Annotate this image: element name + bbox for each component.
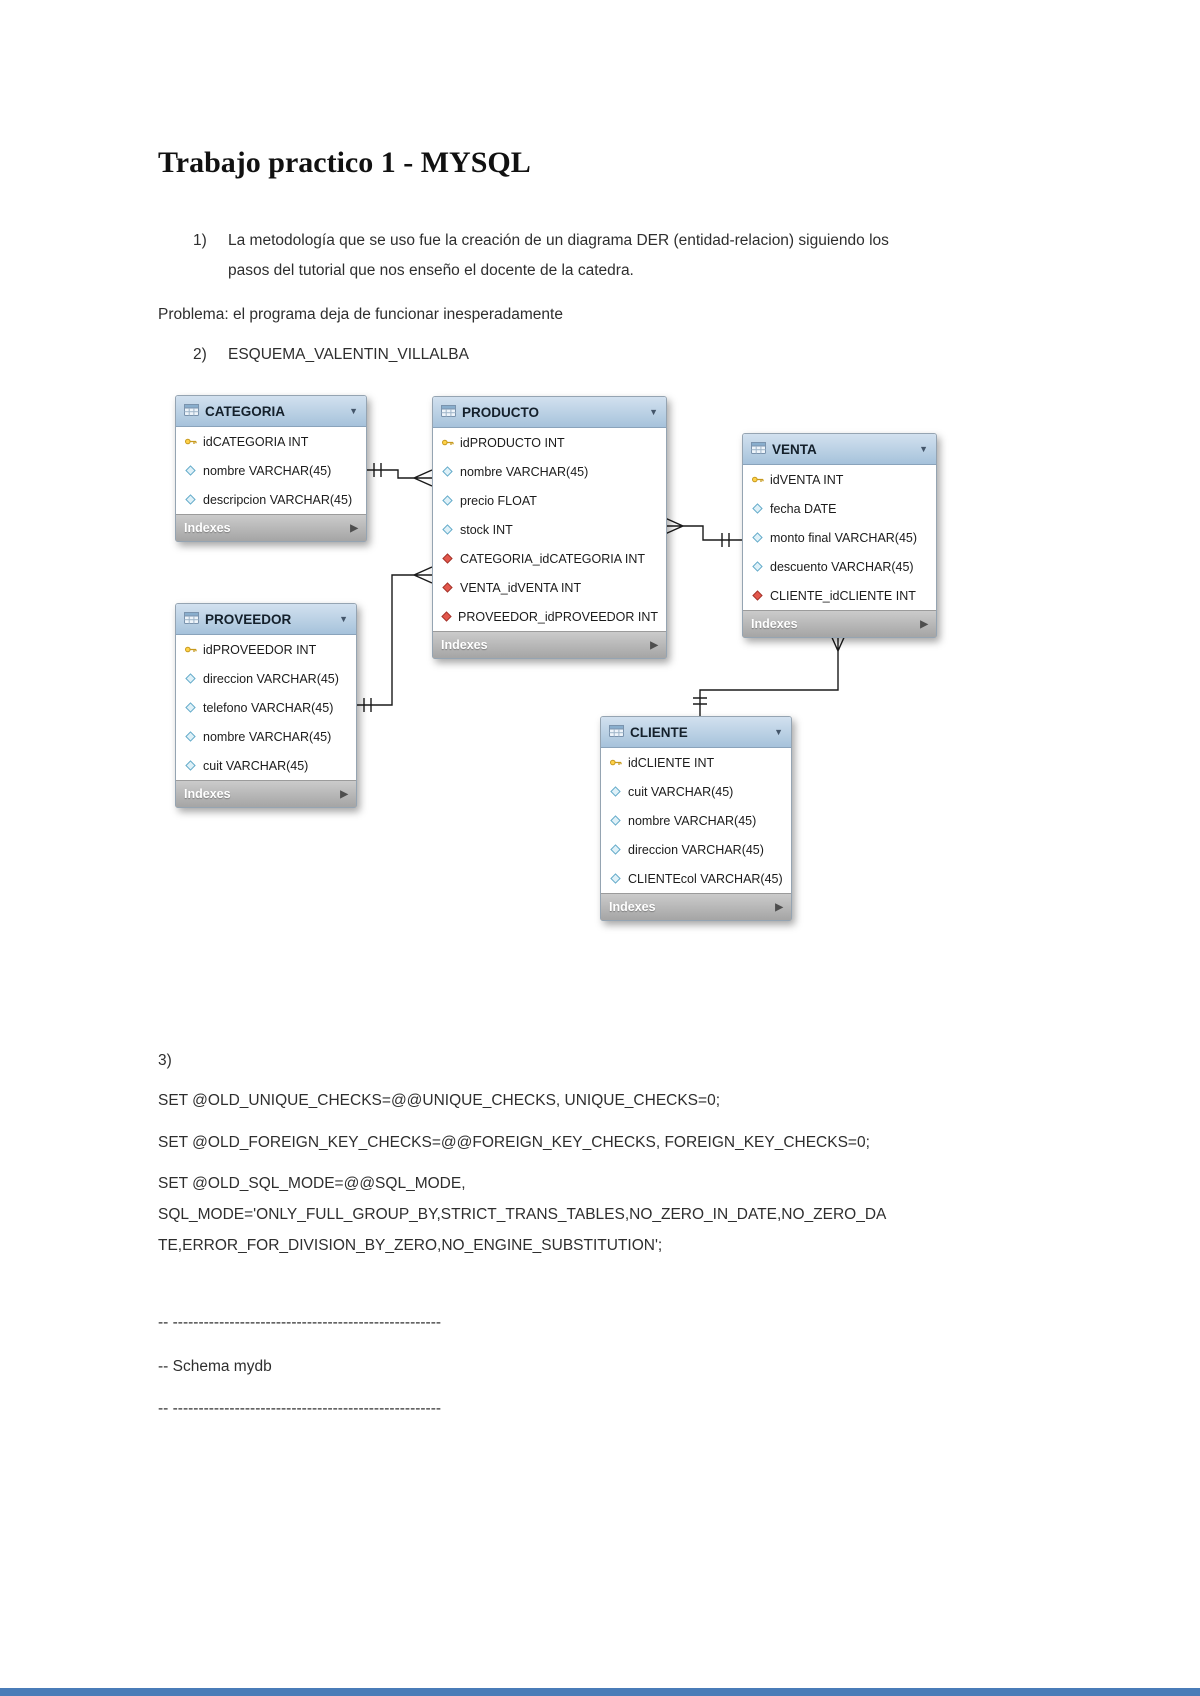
column-definition: nombre VARCHAR(45) <box>203 463 332 478</box>
foreign-key-icon <box>441 611 452 622</box>
entity-header-venta <box>743 434 936 465</box>
entity-table-producto <box>432 396 667 659</box>
indexes-bar <box>433 631 666 658</box>
column-definition: cuit VARCHAR(45) <box>628 784 734 799</box>
column-row <box>601 806 791 835</box>
primary-key-icon <box>184 435 197 448</box>
table-icon <box>609 725 624 740</box>
entity-header-producto <box>433 397 666 428</box>
problema-paragraph: Problema: el programa deja de funcionar inesperadamente <box>158 306 563 323</box>
indexes-label: Indexes <box>751 617 798 631</box>
indexes-bar <box>176 514 366 541</box>
relationship-categoria-producto <box>365 463 432 486</box>
list-item-2 <box>193 340 469 370</box>
entity-name: VENTA <box>772 441 817 457</box>
attribute-icon <box>751 503 764 514</box>
attribute-icon <box>609 844 622 855</box>
column-row <box>433 515 666 544</box>
column-row <box>433 602 666 631</box>
column-row <box>601 748 791 777</box>
primary-key-icon <box>441 436 454 449</box>
indexes-label: Indexes <box>184 787 231 801</box>
entity-table-categoria <box>175 395 367 542</box>
column-row <box>433 486 666 515</box>
entity-header-cliente <box>601 717 791 748</box>
table-icon <box>184 404 199 419</box>
collapse-triangle-icon: ▼ <box>339 614 348 624</box>
primary-key-icon <box>751 473 764 486</box>
expand-arrow-icon: ▶ <box>340 788 348 800</box>
column-definition: nombre VARCHAR(45) <box>460 464 589 479</box>
list-item-1 <box>193 226 933 286</box>
sql-comment-divider-2: -- ---------------------------------------------------- <box>158 1400 442 1417</box>
column-row <box>176 456 366 485</box>
column-definition: descripcion VARCHAR(45) <box>203 492 353 507</box>
sql-foreign-key-checks: SET @OLD_FOREIGN_KEY_CHECKS=@@FOREIGN_KEY_CHECKS, FOREIGN_KEY_CHECKS=0; <box>158 1134 870 1151</box>
attribute-icon <box>184 702 197 713</box>
sql-unique-checks: SET @OLD_UNIQUE_CHECKS=@@UNIQUE_CHECKS, UNIQUE_CHECKS=0; <box>158 1092 721 1109</box>
relationship-venta-producto <box>665 518 742 547</box>
entity-table-proveedor <box>175 603 357 808</box>
column-definition: precio FLOAT <box>460 493 537 508</box>
column-definition: telefono VARCHAR(45) <box>203 700 334 715</box>
column-definition: nombre VARCHAR(45) <box>203 729 332 744</box>
column-definition: cuit VARCHAR(45) <box>203 758 309 773</box>
column-definition: idCLIENTE INT <box>628 755 715 770</box>
table-icon <box>751 442 766 457</box>
column-row <box>176 693 356 722</box>
entity-name: PRODUCTO <box>462 404 540 420</box>
indexes-bar <box>601 893 791 920</box>
column-row <box>601 835 791 864</box>
column-definition: descuento VARCHAR(45) <box>770 559 914 574</box>
attribute-icon <box>184 760 197 771</box>
relationship-proveedor-producto <box>355 567 432 712</box>
table-icon <box>441 405 456 420</box>
list-number-3: 3) <box>158 1052 172 1069</box>
attribute-icon <box>751 561 764 572</box>
expand-arrow-icon: ▶ <box>650 639 658 651</box>
attribute-icon <box>441 524 454 535</box>
column-row <box>433 457 666 486</box>
column-row <box>176 722 356 751</box>
sql-mode-line-3: TE,ERROR_FOR_DIVISION_BY_ZERO,NO_ENGINE_SUBSTITUTION'; <box>158 1237 663 1254</box>
attribute-icon <box>609 786 622 797</box>
column-row <box>176 427 366 456</box>
foreign-key-icon <box>751 590 764 601</box>
column-row <box>176 751 356 780</box>
list-text-2: ESQUEMA_VALENTIN_VILLALBA <box>228 346 469 363</box>
table-icon <box>184 612 199 627</box>
indexes-label: Indexes <box>609 900 656 914</box>
column-definition: fecha DATE <box>770 501 837 516</box>
primary-key-icon <box>609 756 622 769</box>
indexes-label: Indexes <box>184 521 231 535</box>
column-row <box>601 777 791 806</box>
expand-arrow-icon: ▶ <box>920 618 928 630</box>
indexes-bar <box>176 780 356 807</box>
collapse-triangle-icon: ▼ <box>649 407 658 417</box>
page-title: Trabajo practico 1 - MYSQL <box>158 146 531 180</box>
column-row <box>743 552 936 581</box>
column-definition: CLIENTEcol VARCHAR(45) <box>628 871 783 886</box>
sql-mode-line-2: SQL_MODE='ONLY_FULL_GROUP_BY,STRICT_TRANS_TABLES,NO_ZERO_IN_DATE,NO_ZERO_DA <box>158 1206 887 1223</box>
page-bottom-bar <box>0 1688 1200 1696</box>
indexes-label: Indexes <box>441 638 488 652</box>
list-number-2: 2) <box>193 346 207 363</box>
column-row <box>433 428 666 457</box>
foreign-key-icon <box>441 582 454 593</box>
sql-comment-divider-1: -- ---------------------------------------------------- <box>158 1314 442 1331</box>
column-row <box>176 485 366 514</box>
column-row <box>433 544 666 573</box>
column-row <box>601 864 791 893</box>
column-row <box>176 635 356 664</box>
attribute-icon <box>184 731 197 742</box>
sql-comment-schema: -- Schema mydb <box>158 1358 272 1375</box>
attribute-icon <box>609 815 622 826</box>
attribute-icon <box>441 466 454 477</box>
entity-header-categoria <box>176 396 366 427</box>
list-text-1: La metodología que se uso fue la creación de un diagrama DER (entidad-relacion) siguiendo los pasos del tutorial que nos enseño el docente de la catedra. <box>228 232 889 279</box>
primary-key-icon <box>184 643 197 656</box>
column-definition: idPRODUCTO INT <box>460 435 565 450</box>
column-row <box>743 523 936 552</box>
attribute-icon <box>184 465 197 476</box>
column-row <box>433 573 666 602</box>
column-row <box>743 494 936 523</box>
column-row <box>743 465 936 494</box>
attribute-icon <box>184 494 197 505</box>
column-row <box>176 664 356 693</box>
entity-name: PROVEEDOR <box>205 611 292 627</box>
column-definition: idCATEGORIA INT <box>203 434 309 449</box>
attribute-icon <box>184 673 197 684</box>
column-definition: direccion VARCHAR(45) <box>203 671 339 686</box>
column-definition: PROVEEDOR_idPROVEEDOR INT <box>458 609 659 624</box>
foreign-key-icon <box>441 553 454 564</box>
collapse-triangle-icon: ▼ <box>919 444 928 454</box>
column-definition: idVENTA INT <box>770 472 844 487</box>
collapse-triangle-icon: ▼ <box>774 727 783 737</box>
indexes-bar <box>743 610 936 637</box>
column-definition: CLIENTE_idCLIENTE INT <box>770 588 916 603</box>
sql-mode-line-1: SET @OLD_SQL_MODE=@@SQL_MODE, <box>158 1175 466 1192</box>
entity-table-cliente <box>600 716 792 921</box>
expand-arrow-icon: ▶ <box>350 522 358 534</box>
entity-name: CLIENTE <box>630 724 688 740</box>
expand-arrow-icon: ▶ <box>775 901 783 913</box>
entity-table-venta <box>742 433 937 638</box>
attribute-icon <box>441 495 454 506</box>
entity-name: CATEGORIA <box>205 403 285 419</box>
relationship-cliente-venta <box>693 633 846 716</box>
attribute-icon <box>751 532 764 543</box>
column-definition: direccion VARCHAR(45) <box>628 842 764 857</box>
column-row <box>743 581 936 610</box>
attribute-icon <box>609 873 622 884</box>
column-definition: idPROVEEDOR INT <box>203 642 317 657</box>
entity-header-proveedor <box>176 604 356 635</box>
column-definition: monto final VARCHAR(45) <box>770 530 918 545</box>
sql-mode-statement <box>158 1168 886 1261</box>
column-definition: CATEGORIA_idCATEGORIA INT <box>460 551 645 566</box>
collapse-triangle-icon: ▼ <box>349 406 358 416</box>
column-definition: VENTA_idVENTA INT <box>460 580 582 595</box>
list-number-1: 1) <box>193 232 207 249</box>
column-definition: nombre VARCHAR(45) <box>628 813 757 828</box>
column-definition: stock INT <box>460 522 513 537</box>
